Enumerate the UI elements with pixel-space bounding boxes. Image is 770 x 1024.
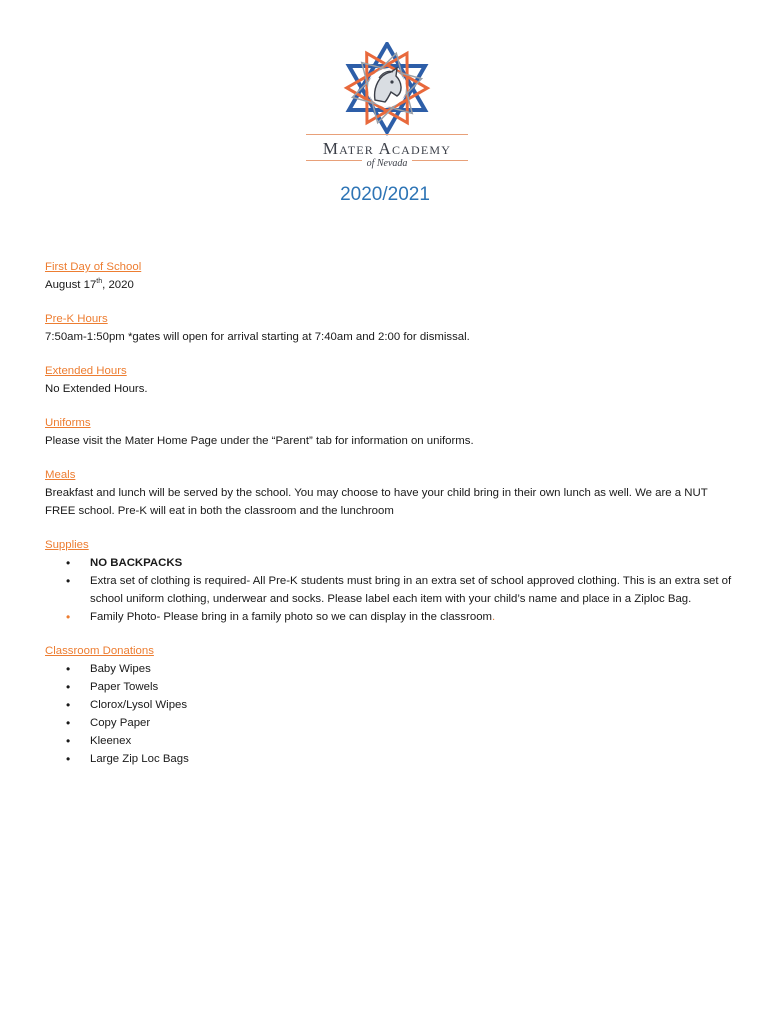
section-extended-hours (45, 362, 735, 398)
donation-item-text: Paper Towels (90, 681, 159, 693)
supply-item-text: NO BACKPACKS (90, 557, 183, 569)
bullet-icon: • (66, 698, 71, 712)
first-day-sup: th (96, 278, 103, 286)
document-content (45, 258, 735, 784)
uniforms-text: Please visit the Mater Home Page under the “Parent” tab for information on uniforms. (45, 435, 474, 447)
list-item (45, 660, 735, 678)
school-year-title: 2020/2021 (340, 184, 430, 205)
meals-text: Breakfast and lunch will be served by the school. You may choose to have your child bring in their own lunch as well. We are a NUT FREE school. Pre-K will eat in both the classroom and the lunchroom (45, 487, 708, 517)
list-item (45, 732, 735, 750)
list-item (45, 608, 735, 626)
donation-item-text: Large Zip Loc Bags (90, 753, 189, 765)
bullet-icon: • (66, 680, 71, 694)
star-emblem-icon (306, 42, 468, 137)
donations-list (45, 660, 735, 768)
section-prek-hours (45, 310, 735, 346)
bullet-icon: • (66, 574, 71, 588)
heading-meals: Meals (45, 469, 76, 481)
supply-item-text: Family Photo- Please bring in a family photo so we can display in the classroom (90, 611, 493, 623)
list-item (45, 750, 735, 768)
bullet-icon: • (66, 716, 71, 730)
list-item (45, 678, 735, 696)
heading-supplies: Supplies (45, 539, 89, 551)
donation-item-text: Clorox/Lysol Wipes (90, 699, 188, 711)
bullet-icon: • (66, 734, 71, 748)
bullet-icon: • (66, 556, 71, 570)
prek-hours-text: 7:50am-1:50pm *gates will open for arrival starting at 7:40am and 2:00 for dismissal. (45, 331, 470, 343)
logo-subtitle: of Nevada (366, 158, 408, 169)
donation-item-text: Copy Paper (90, 717, 151, 729)
heading-classroom-donations: Classroom Donations (45, 645, 154, 657)
list-item (45, 554, 735, 572)
heading-first-day: First Day of School (45, 261, 142, 273)
school-logo (306, 42, 468, 174)
donation-item-text: Baby Wipes (90, 663, 151, 675)
bullet-icon: • (66, 752, 71, 766)
first-day-year: , 2020 (102, 279, 134, 291)
bullet-icon: • (66, 610, 71, 624)
heading-prek-hours: Pre-K Hours (45, 313, 108, 325)
logo-bottom-rule-right (412, 160, 468, 161)
heading-uniforms: Uniforms (45, 417, 91, 429)
section-supplies (45, 536, 735, 626)
logo-name: Mater Academy (322, 139, 452, 158)
list-item (45, 696, 735, 714)
bullet-icon: • (66, 662, 71, 676)
section-first-day (45, 258, 735, 294)
first-day-text: August 17 (45, 279, 97, 291)
heading-extended-hours: Extended Hours (45, 365, 127, 377)
section-uniforms (45, 414, 735, 450)
list-item (45, 714, 735, 732)
first-day-date (45, 276, 735, 294)
section-classroom-donations (45, 642, 735, 768)
list-item (45, 572, 735, 608)
logo-bottom-rule-left (306, 160, 362, 161)
donation-item-text: Kleenex (90, 735, 132, 747)
logo-top-rule (306, 134, 468, 135)
section-meals (45, 466, 735, 520)
extended-hours-text: No Extended Hours. (45, 383, 148, 395)
supply-item-period: . (492, 611, 496, 623)
supply-item-text: Extra set of clothing is required- All Pre-K students must bring in an extra set of school approved clothing. This is an extra set of school uniform clothing, underwear and socks. Please label each item with your child’s name and place in a Ziploc Bag. (90, 575, 732, 605)
supplies-list (45, 554, 735, 626)
